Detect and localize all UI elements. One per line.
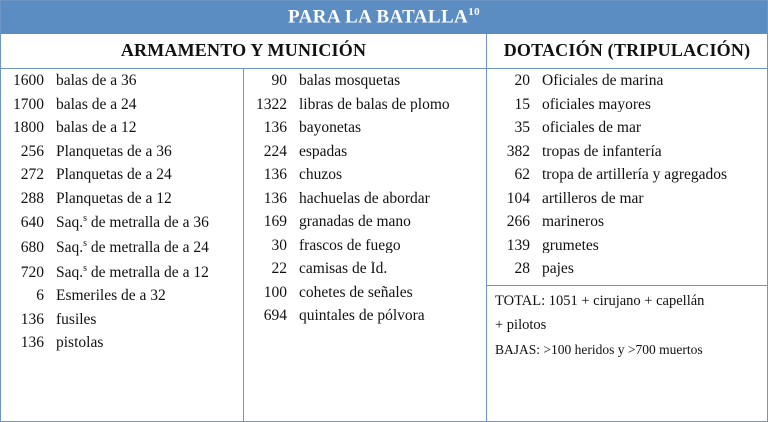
table-row <box>487 116 767 140</box>
row-quantity: 1600 <box>13 72 44 90</box>
row-quantity: 100 <box>263 283 287 301</box>
table-title <box>1 1 767 34</box>
row-label: Esmeriles de a 32 <box>56 288 166 304</box>
table-row <box>487 163 767 187</box>
table-row <box>244 187 486 211</box>
row-quantity: 720 <box>20 263 44 281</box>
row-label: cohetes de señales <box>299 284 413 301</box>
row-quantity: 104 <box>506 189 530 207</box>
row-quantity: 15 <box>514 95 530 113</box>
row-label: Saq.$^s$ de metralla de a 12 <box>56 263 209 281</box>
casualties-line: BAJAS: >100 heridos y >700 muertos <box>495 341 703 357</box>
table-title-text: PARA LA BATALLA <box>287 6 469 28</box>
row-label: Oficiales de marina <box>542 73 664 89</box>
table-row <box>244 69 486 93</box>
row-quantity: 22 <box>271 260 287 278</box>
table-row <box>244 210 486 234</box>
abbrev-superscript: s <box>83 238 88 249</box>
table-row <box>244 93 486 117</box>
row-quantity: 139 <box>506 236 530 254</box>
row-quantity: 694 <box>263 307 287 325</box>
column-crew <box>487 69 767 421</box>
table-row <box>244 116 486 140</box>
row-label: pajes <box>542 261 574 277</box>
row-label: camisas de Íd. <box>299 261 388 277</box>
row-quantity: 1700 <box>13 95 44 113</box>
column-spacer <box>1 355 243 421</box>
row-label: balas de a 36 <box>56 73 137 89</box>
total-line-continued: + pilotos <box>495 317 547 334</box>
row-quantity: 288 <box>20 189 44 207</box>
table-row <box>487 210 767 234</box>
table-header-row <box>1 34 767 69</box>
row-quantity: 136 <box>20 334 44 352</box>
row-label: Planquetas de a 36 <box>56 143 172 160</box>
row-label: Saq.$^s$ de metralla de a 24 <box>56 238 209 256</box>
table-row <box>244 304 486 328</box>
row-label: bayonetas <box>299 120 361 136</box>
row-label: artilleros de mar <box>542 190 644 207</box>
table-row <box>1 93 243 117</box>
row-label: fusiles <box>56 311 97 328</box>
row-label: pistolas <box>56 335 104 351</box>
table-row <box>1 210 243 235</box>
table-row <box>487 140 767 164</box>
table-row <box>244 281 486 305</box>
row-quantity: 224 <box>263 142 287 160</box>
table-row <box>487 234 767 258</box>
table-row <box>1 260 243 285</box>
row-quantity: 30 <box>271 236 287 254</box>
table-row <box>244 163 486 187</box>
row-label: frascos de fuego <box>299 237 401 254</box>
table-row <box>487 69 767 93</box>
table-row <box>1 116 243 140</box>
table-title-footnote: 10 <box>468 6 480 18</box>
row-quantity: 62 <box>514 166 530 184</box>
row-quantity: 136 <box>20 310 44 328</box>
row-label: espadas <box>299 143 348 160</box>
row-label: balas de a 12 <box>56 120 137 136</box>
row-label: Planquetas de a 24 <box>56 167 172 183</box>
row-quantity: 169 <box>263 213 287 231</box>
row-quantity: 382 <box>506 142 530 160</box>
row-label: oficiales de mar <box>542 120 641 136</box>
table-row <box>487 93 767 117</box>
column-armament-b <box>244 69 487 421</box>
row-quantity: 266 <box>506 213 530 231</box>
row-label: marineros <box>542 214 604 230</box>
table-row <box>244 257 486 281</box>
column-spacer <box>244 328 486 421</box>
column-armament-a <box>1 69 244 421</box>
row-quantity: 136 <box>263 119 287 137</box>
row-quantity: 1800 <box>13 119 44 137</box>
row-quantity: 35 <box>514 119 530 137</box>
row-quantity: 136 <box>263 189 287 207</box>
row-label: tropa de artillería y agregados <box>542 167 728 183</box>
table-row <box>1 140 243 164</box>
table-row <box>487 187 767 211</box>
row-label: granadas de mano <box>299 214 411 230</box>
row-label: grumetes <box>542 237 599 254</box>
total-line: TOTAL: 1051 + cirujano + capellán <box>495 292 705 309</box>
abbrev-superscript: s <box>83 214 88 225</box>
row-label: balas mosquetas <box>299 73 401 89</box>
table-row <box>487 257 767 281</box>
row-label: Saq.$^s$ de metralla de a 36 <box>56 214 209 231</box>
row-label: tropas de infantería <box>542 143 662 160</box>
table-row <box>1 308 243 332</box>
row-quantity: 1322 <box>256 95 287 113</box>
table-row <box>1 331 243 355</box>
row-quantity: 20 <box>514 72 530 90</box>
table-row <box>1 187 243 211</box>
row-label: chuzos <box>299 167 343 183</box>
table-row <box>1 284 243 308</box>
table-row <box>244 140 486 164</box>
row-quantity: 256 <box>20 142 44 160</box>
row-label: hachuelas de abordar <box>299 190 430 207</box>
row-label: oficiales mayores <box>542 96 651 113</box>
row-quantity: 272 <box>20 166 44 184</box>
table-row <box>1 69 243 93</box>
row-quantity: 136 <box>263 166 287 184</box>
row-quantity: 640 <box>20 214 44 232</box>
row-quantity: 680 <box>20 239 44 257</box>
row-label: quintales de pólvora <box>299 308 425 324</box>
row-label: balas de a 24 <box>56 96 137 113</box>
abbrev-superscript: s <box>83 263 88 274</box>
table-body <box>1 69 767 421</box>
row-label: libras de balas de plomo <box>299 96 450 113</box>
header-armament: ARMAMENTO Y MUNICIÓN <box>1 34 487 68</box>
row-quantity: 90 <box>271 72 287 90</box>
header-crew: DOTACIÓN (TRIPULACIÓN) <box>503 40 751 61</box>
table-row <box>1 163 243 187</box>
totals-block <box>487 285 767 368</box>
table-row <box>244 234 486 258</box>
row-quantity: 6 <box>36 287 44 305</box>
table-row <box>1 235 243 260</box>
row-label: Planquetas de a 12 <box>56 190 172 207</box>
row-quantity: 28 <box>514 260 530 278</box>
